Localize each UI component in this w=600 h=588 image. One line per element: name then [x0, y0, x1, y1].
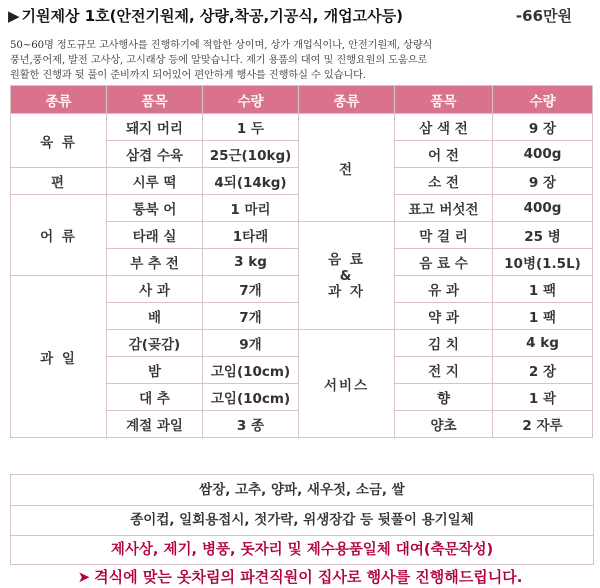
qty-cell: 3 kg [203, 249, 299, 276]
intro-line: 풍년,풍어제, 발전 고사상, 고시래상 등에 알맞습니다. 제기 용품의 대여 및 진행요원의 도움으로 [10, 55, 428, 66]
price-label: -66만원 [515, 7, 572, 25]
footer-note [0, 566, 600, 587]
item-cell: 김 치 [395, 330, 493, 357]
item-cell: 사 과 [107, 276, 203, 303]
qty-cell: 9 장 [493, 168, 593, 195]
qty-cell: 7개 [203, 276, 299, 303]
qty-cell: 9 장 [493, 114, 593, 141]
qty-cell: 400g [493, 195, 593, 222]
category-cell: 어 류 [11, 195, 107, 276]
qty-cell: 1 팩 [493, 276, 593, 303]
utensils-row: 종이컵, 일회용접시, 젓가락, 위생장갑 등 뒷풀이 용기일체 [10, 505, 594, 536]
qty-cell: 4 kg [493, 330, 593, 357]
page-title [8, 5, 403, 26]
item-cell: 통북 어 [107, 195, 203, 222]
header-item: 품목 [107, 86, 203, 114]
category-cell: 편 [11, 168, 107, 195]
item-cell: 막 걸 리 [395, 222, 493, 249]
qty-cell: 2 장 [493, 357, 593, 384]
category-cell: 서비스 [299, 330, 395, 438]
item-cell: 배 [107, 303, 203, 330]
footer-text: 격식에 맞는 옷차림의 파견직원이 집사로 행사를 진행해드립니다. [94, 568, 523, 586]
table-row [11, 114, 593, 141]
qty-cell: 25 병 [493, 222, 593, 249]
item-cell: 향 [395, 384, 493, 411]
qty-cell: 1 두 [203, 114, 299, 141]
item-cell: 어 전 [395, 141, 493, 168]
intro-line: 원활한 진행과 뒷 풀이 준비까지 되어있어 편안하게 행사를 진행하실 수 있습니다. [10, 70, 366, 81]
item-cell: 계절 과일 [107, 411, 203, 438]
triangle-right-icon: ▶ [8, 7, 20, 25]
category-cell: 과 일 [11, 276, 107, 438]
header-item: 품목 [395, 86, 493, 114]
item-cell: 돼지 머리 [107, 114, 203, 141]
item-cell: 전 지 [395, 357, 493, 384]
category-cell: 육 류 [11, 114, 107, 168]
header-category: 종류 [299, 86, 395, 114]
qty-cell: 고임(10cm) [203, 384, 299, 411]
qty-cell: 1 마리 [203, 195, 299, 222]
qty-cell: 10병(1.5L) [493, 249, 593, 276]
intro-line: 50~60명 정도규모 고사행사를 진행하기에 적합한 상이며, 상가 개업식이나, 안전기원제, 상량식 [10, 40, 433, 51]
qty-cell: 1타래 [203, 222, 299, 249]
item-cell: 대 추 [107, 384, 203, 411]
item-cell: 표고 버섯전 [395, 195, 493, 222]
menu-table [10, 85, 593, 438]
header-qty: 수량 [493, 86, 593, 114]
qty-cell: 2 자루 [493, 411, 593, 438]
arrow-right-icon: ➤ [77, 568, 91, 586]
header-category: 종류 [11, 86, 107, 114]
item-cell: 소 전 [395, 168, 493, 195]
item-cell: 감(곶감) [107, 330, 203, 357]
item-cell: 유 과 [395, 276, 493, 303]
qty-cell: 400g [493, 141, 593, 168]
qty-cell: 1 팩 [493, 303, 593, 330]
qty-cell: 고임(10cm) [203, 357, 299, 384]
item-cell: 밤 [107, 357, 203, 384]
qty-cell: 9개 [203, 330, 299, 357]
item-cell: 부 추 전 [107, 249, 203, 276]
intro-text [10, 38, 595, 83]
qty-cell: 7개 [203, 303, 299, 330]
item-cell: 삼겹 수육 [107, 141, 203, 168]
category-cell: 전 [299, 114, 395, 222]
rental-row: 제사상, 제기, 병풍, 돗자리 및 제수용품일체 대여(축문작성) [10, 535, 594, 565]
qty-cell: 25근(10kg) [203, 141, 299, 168]
header [8, 5, 594, 27]
qty-cell: 1 곽 [493, 384, 593, 411]
item-cell: 음 료 수 [395, 249, 493, 276]
item-cell: 시루 떡 [107, 168, 203, 195]
table-header-row [11, 86, 593, 114]
qty-cell: 4되(14kg) [203, 168, 299, 195]
title-text: 기원제상 1호(안전기원제, 상량,착공,기공식, 개업고사등) [21, 7, 403, 25]
category-cell: 음 료 & 과 자 [299, 222, 395, 330]
qty-cell: 3 종 [203, 411, 299, 438]
item-cell: 삼 색 전 [395, 114, 493, 141]
item-cell: 양초 [395, 411, 493, 438]
item-cell: 타래 실 [107, 222, 203, 249]
condiments-row: 쌈장, 고추, 양파, 새우젓, 소금, 쌀 [10, 474, 594, 506]
header-qty: 수량 [203, 86, 299, 114]
item-cell: 약 과 [395, 303, 493, 330]
